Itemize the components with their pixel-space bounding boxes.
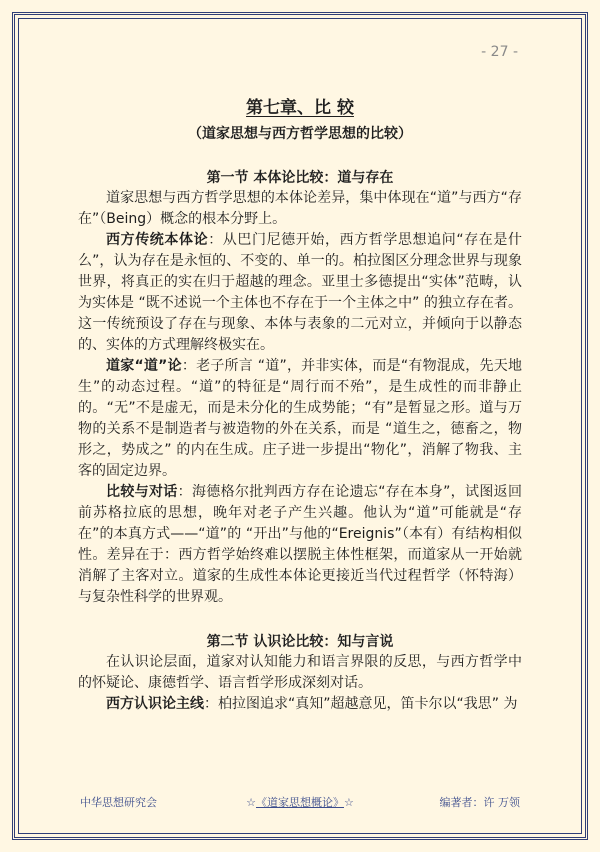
dao-theory-label: 道家“道”论 — [106, 358, 182, 374]
star-icon: ☆ — [246, 796, 256, 809]
section-2-title: 第二节 认识论比较：知与言说 — [206, 634, 394, 650]
dao-theory-text: ：老子所言 “道”，并非实体，而是“有物混成，先天地生”的动态过程。“道”的特征是“周行而不殆”，是生成性的而非静止的。“无”不是虚无，而是未分化的生成势能；“有”是暂显之形。道与万物的关系不是制造者与被造物的外在关系，而是 “道生之，德畜之，物形之，势成之” 的内在生成。庄子进一步提出“物化”，消解了物我、主客的固定边界。 — [78, 358, 522, 479]
section-2-intro: 在认识论层面，道家对认知能力和语言界限的反思，与西方哲学中的怀疑论、康德哲学、语言哲学形成深刻对话。 — [78, 654, 522, 691]
page-number: - 27 - — [481, 44, 518, 60]
section-1-title: 第一节 本体论比较：道与存在 — [206, 170, 394, 186]
western-ontology-text: ：从巴门尼德开始，西方哲学思想追问“存在是什么”，认为存在是永恒的、不变的、单一的。柏拉图区分理念世界与现象世界，将真正的实在归于超越的理念。亚里士多德提出“实体”范畴，认为实体是 “既不述说一个主体也不存在于一个主体之中” 的独立存在者。这一传统预设了存在与现象、本体与表象的二元对立，并倾向于以静态的、实体的方式理解终极实在。 — [78, 232, 522, 353]
western-epistemology-text: ：柏拉图追求“真知”超越意见，笛卡尔以“我思” 为 — [204, 696, 518, 712]
chapter-title: 第七章、比 较 — [246, 98, 354, 118]
footer-book-name: 《道家思想概论》 — [256, 796, 344, 809]
main-content — [78, 96, 522, 715]
dao-theory-paragraph — [78, 356, 522, 482]
comparison-label: 比较与对话 — [106, 484, 178, 500]
western-ontology-paragraph — [78, 230, 522, 356]
western-epistemology-paragraph — [78, 694, 522, 715]
section-1-intro: 道家思想与西方哲学思想的本体论差异，集中体现在“道”与西方“存在”（Being）概念的根本分野上。 — [78, 190, 522, 227]
footer-author: 编著者：许 万领 — [439, 796, 520, 809]
western-epistemology-label: 西方认识论主线 — [106, 696, 204, 712]
comparison-text: ：海德格尔批判西方存在论遗忘“存在本身”，试图返回前苏格拉底的思想，晚年对老子产生兴趣。他认为“道”可能就是“存在”的本真方式——“道”的 “开出”与他的“Ereignis”（本有）有结构相似性。差异在于：西方哲学始终难以摆脱主体性框架，而道家从一开始就消解了主客对立。道家的生成性本体论更接近当代过程哲学（怀特海）与复杂性科学的世界观。 — [78, 484, 522, 605]
star-icon: ☆ — [344, 796, 354, 809]
comparison-paragraph — [78, 482, 522, 608]
footer-organization: 中华思想研究会 — [80, 796, 157, 809]
western-ontology-label: 西方传统本体论 — [106, 232, 209, 248]
chapter-subtitle: （道家思想与西方哲学思想的比较） — [188, 126, 412, 142]
